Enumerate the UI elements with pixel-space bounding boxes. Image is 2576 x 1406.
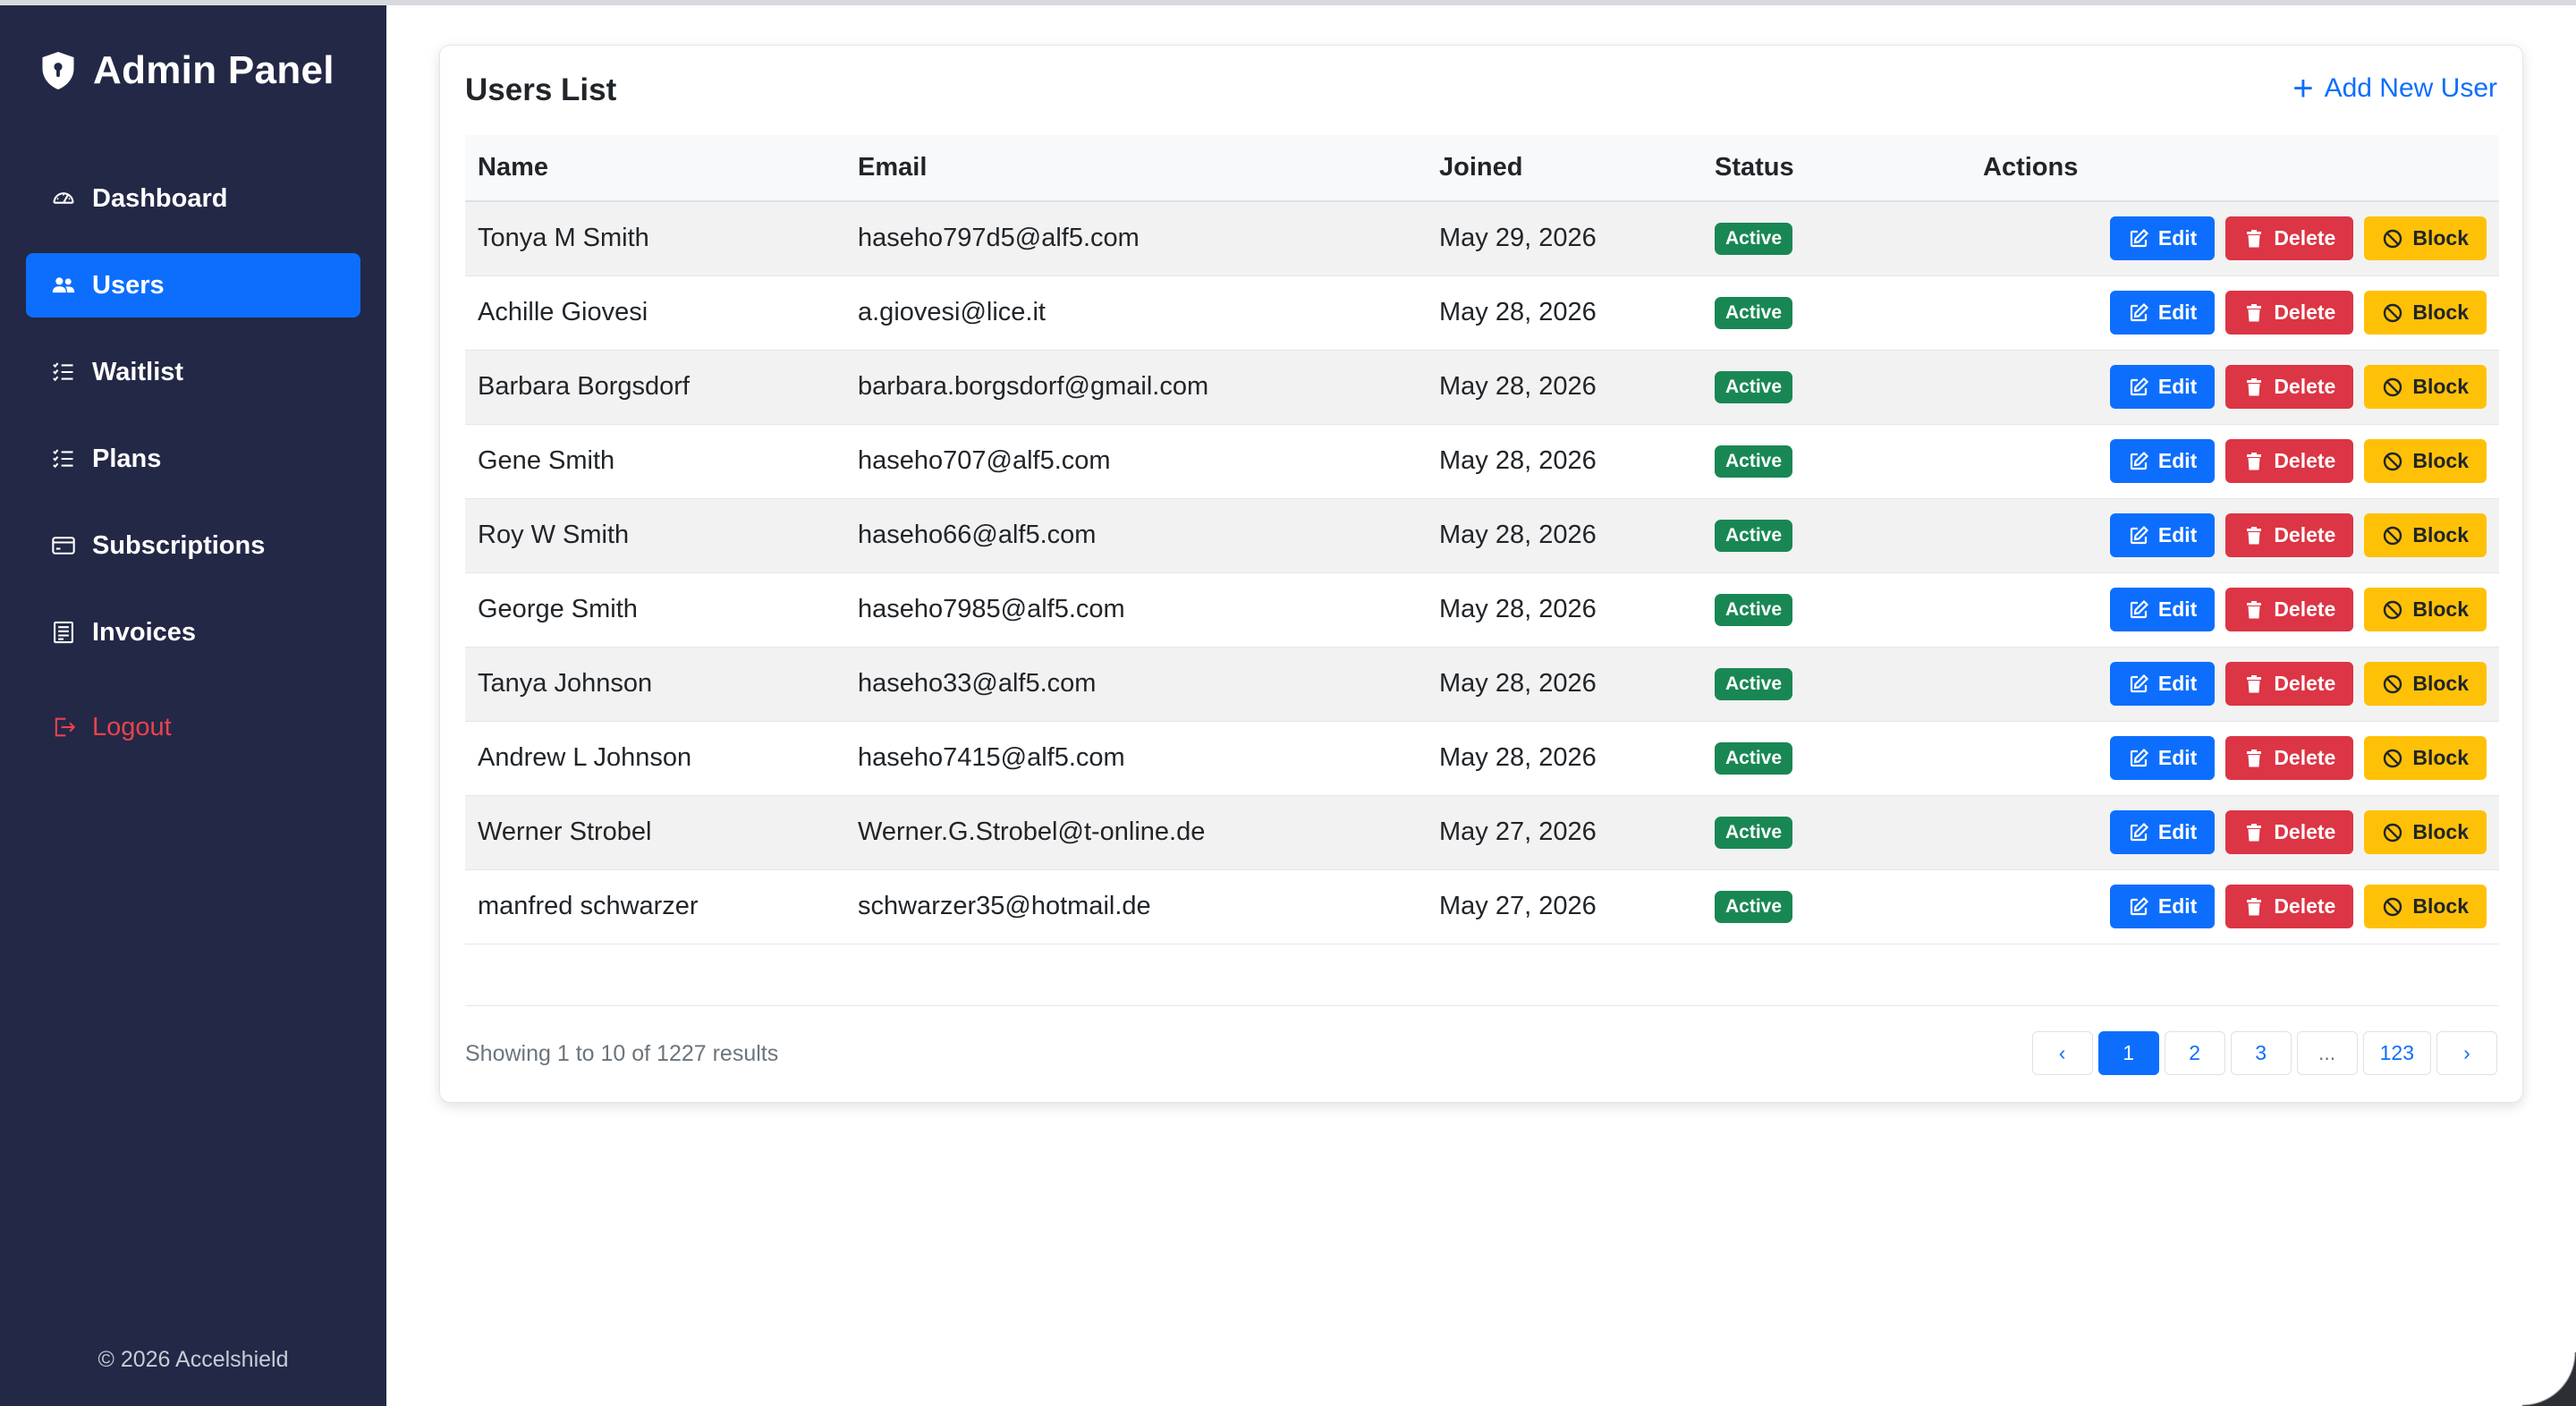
block-label: Block [2412, 226, 2469, 250]
table-row [465, 795, 2499, 869]
status-badge: Active [1715, 668, 1792, 700]
edit-icon [2128, 896, 2149, 918]
edit-button[interactable] [2110, 588, 2215, 631]
table-row [465, 869, 2499, 944]
edit-label: Edit [2157, 375, 2198, 398]
block-button[interactable] [2364, 736, 2487, 780]
block-label: Block [2412, 449, 2469, 472]
edit-label: Edit [2157, 820, 2198, 843]
block-button[interactable] [2364, 588, 2487, 631]
block-label: Block [2412, 894, 2469, 918]
user-email: Werner.G.Strobel@t-online.de [845, 795, 1427, 869]
block-label: Block [2412, 523, 2469, 546]
status-cell [1702, 275, 1970, 350]
list-check-icon [51, 446, 76, 471]
delete-label: Delete [2274, 597, 2336, 621]
sidebar-item-label: Dashboard [92, 183, 228, 213]
pagination-ellipsis: ... [2297, 1031, 2358, 1075]
column-header-status: Status [1702, 135, 1970, 201]
actions-cell [1970, 647, 2499, 721]
column-header-actions: Actions [1970, 135, 2499, 201]
block-button[interactable] [2364, 439, 2487, 483]
status-cell [1702, 201, 1970, 275]
delete-button[interactable] [2225, 291, 2353, 335]
status-badge: Active [1715, 742, 1792, 775]
logout-link[interactable] [26, 695, 360, 759]
edit-button[interactable] [2110, 216, 2215, 260]
user-name: Andrew L Johnson [465, 721, 845, 795]
status-badge: Active [1715, 445, 1792, 478]
edit-icon [2128, 302, 2149, 324]
block-button[interactable] [2364, 885, 2487, 928]
block-button[interactable] [2364, 662, 2487, 706]
list-check-icon [51, 360, 76, 385]
user-email: haseho7415@alf5.com [845, 721, 1427, 795]
user-joined-date: May 28, 2026 [1427, 647, 1702, 721]
trash-icon [2243, 822, 2265, 843]
status-cell [1702, 424, 1970, 498]
user-email: barbara.borgsdorf@gmail.com [845, 350, 1427, 424]
pagination-page-last[interactable]: 123 [2363, 1031, 2431, 1075]
block-label: Block [2412, 746, 2469, 769]
column-header-joined: Joined [1427, 135, 1702, 201]
user-email: a.giovesi@lice.it [845, 275, 1427, 350]
add-new-user-button[interactable] [2292, 69, 2497, 108]
table-row [465, 201, 2499, 275]
table-body [465, 201, 2499, 944]
edit-label: Edit [2157, 301, 2198, 324]
people-icon [51, 273, 76, 298]
user-joined-date: May 27, 2026 [1427, 795, 1702, 869]
pagination-prev[interactable]: ‹ [2032, 1031, 2093, 1075]
user-email: haseho66@alf5.com [845, 498, 1427, 572]
trash-icon [2243, 525, 2265, 546]
table-row [465, 424, 2499, 498]
delete-button[interactable] [2225, 662, 2353, 706]
user-joined-date: May 28, 2026 [1427, 721, 1702, 795]
edit-icon [2128, 822, 2149, 843]
sidebar-item-label: Invoices [92, 617, 197, 647]
delete-button[interactable] [2225, 365, 2353, 409]
block-button[interactable] [2364, 365, 2487, 409]
block-icon [2382, 228, 2403, 250]
edit-label: Edit [2157, 523, 2198, 546]
block-button[interactable] [2364, 513, 2487, 557]
sidebar-item-plans[interactable] [26, 427, 360, 491]
delete-label: Delete [2274, 375, 2336, 398]
delete-label: Delete [2274, 672, 2336, 695]
sidebar-item-label: Subscriptions [92, 530, 266, 560]
status-badge: Active [1715, 520, 1792, 552]
user-email: schwarzer35@hotmail.de [845, 869, 1427, 944]
trash-icon [2243, 302, 2265, 324]
trash-icon [2243, 377, 2265, 398]
block-icon [2382, 377, 2403, 398]
delete-button[interactable] [2225, 588, 2353, 631]
window-corner [2522, 1352, 2576, 1406]
block-icon [2382, 673, 2403, 695]
status-badge: Active [1715, 297, 1792, 329]
edit-button[interactable] [2110, 885, 2215, 928]
user-email: haseho707@alf5.com [845, 424, 1427, 498]
divider [465, 1005, 2499, 1006]
user-name: Roy W Smith [465, 498, 845, 572]
brand-title: Admin Panel [93, 48, 335, 92]
block-label: Block [2412, 301, 2469, 324]
status-badge: Active [1715, 891, 1792, 923]
delete-label: Delete [2274, 301, 2336, 324]
user-joined-date: May 27, 2026 [1427, 869, 1702, 944]
table-row [465, 498, 2499, 572]
edit-label: Edit [2157, 226, 2198, 250]
users-table [465, 135, 2499, 944]
delete-button[interactable] [2225, 810, 2353, 854]
delete-button[interactable] [2225, 439, 2353, 483]
brand [39, 48, 335, 93]
sidebar-item-waitlist[interactable] [26, 340, 360, 404]
edit-icon [2128, 525, 2149, 546]
user-name: Tonya M Smith [465, 201, 845, 275]
table-row [465, 275, 2499, 350]
sidebar-item-users[interactable] [26, 253, 360, 318]
block-icon [2382, 302, 2403, 324]
user-name: George Smith [465, 572, 845, 647]
delete-label: Delete [2274, 523, 2336, 546]
actions-cell [1970, 275, 2499, 350]
sidebar-item-dashboard[interactable] [26, 166, 360, 231]
edit-icon [2128, 599, 2149, 621]
user-name: Gene Smith [465, 424, 845, 498]
user-email: haseho33@alf5.com [845, 647, 1427, 721]
status-badge: Active [1715, 817, 1792, 849]
edit-button[interactable] [2110, 291, 2215, 335]
sidebar-nav [26, 166, 360, 782]
block-button[interactable] [2364, 810, 2487, 854]
edit-label: Edit [2157, 597, 2198, 621]
block-icon [2382, 748, 2403, 769]
status-badge: Active [1715, 594, 1792, 626]
edit-icon [2128, 451, 2149, 472]
shield-lock-icon [39, 50, 77, 91]
block-icon [2382, 822, 2403, 843]
user-name: Werner Strobel [465, 795, 845, 869]
user-name: Achille Giovesi [465, 275, 845, 350]
user-joined-date: May 29, 2026 [1427, 201, 1702, 275]
actions-cell [1970, 498, 2499, 572]
table-row [465, 647, 2499, 721]
copyright-footer: © 2026 Accelshield [97, 1347, 289, 1372]
user-name: Barbara Borgsdorf [465, 350, 845, 424]
status-cell [1702, 350, 1970, 424]
edit-button[interactable] [2110, 365, 2215, 409]
delete-label: Delete [2274, 820, 2336, 843]
sidebar-item-label: Plans [92, 444, 162, 473]
sidebar-item-label: Users [92, 270, 165, 300]
user-joined-date: May 28, 2026 [1427, 424, 1702, 498]
trash-icon [2243, 673, 2265, 695]
edit-label: Edit [2157, 672, 2198, 695]
table-header-row [465, 135, 2499, 201]
status-cell [1702, 795, 1970, 869]
block-label: Block [2412, 597, 2469, 621]
edit-label: Edit [2157, 449, 2198, 472]
sidebar-item-invoices[interactable] [26, 600, 360, 665]
user-joined-date: May 28, 2026 [1427, 275, 1702, 350]
status-cell [1702, 647, 1970, 721]
status-cell [1702, 498, 1970, 572]
actions-cell [1970, 201, 2499, 275]
edit-button[interactable] [2110, 513, 2215, 557]
edit-icon [2128, 377, 2149, 398]
trash-icon [2243, 748, 2265, 769]
delete-button[interactable] [2225, 513, 2353, 557]
block-icon [2382, 896, 2403, 918]
sidebar [0, 5, 386, 1406]
column-header-email: Email [845, 135, 1427, 201]
delete-label: Delete [2274, 449, 2336, 472]
table-row [465, 350, 2499, 424]
edit-icon [2128, 228, 2149, 250]
block-icon [2382, 451, 2403, 472]
delete-button[interactable] [2225, 885, 2353, 928]
status-badge: Active [1715, 223, 1792, 255]
pagination-page-3[interactable]: 3 [2231, 1031, 2292, 1075]
pagination-next[interactable]: › [2436, 1031, 2497, 1075]
edit-button[interactable] [2110, 439, 2215, 483]
actions-cell [1970, 795, 2499, 869]
status-cell [1702, 721, 1970, 795]
trash-icon [2243, 599, 2265, 621]
block-icon [2382, 599, 2403, 621]
user-joined-date: May 28, 2026 [1427, 498, 1702, 572]
trash-icon [2243, 451, 2265, 472]
block-label: Block [2412, 672, 2469, 695]
table-row [465, 572, 2499, 647]
delete-button[interactable] [2225, 736, 2353, 780]
credit-card-icon [51, 533, 76, 558]
column-header-name: Name [465, 135, 845, 201]
plus-icon: + [2292, 69, 2314, 108]
add-new-user-label: Add New User [2324, 73, 2497, 103]
actions-cell [1970, 350, 2499, 424]
pagination-page-1[interactable]: 1 [2098, 1031, 2159, 1075]
user-joined-date: May 28, 2026 [1427, 572, 1702, 647]
block-button[interactable] [2364, 291, 2487, 335]
pagination [2032, 1031, 2497, 1075]
delete-label: Delete [2274, 226, 2336, 250]
page-title: Users List [465, 72, 617, 107]
window-top-border [0, 0, 2576, 5]
trash-icon [2243, 228, 2265, 250]
user-name: manfred schwarzer [465, 869, 845, 944]
status-cell [1702, 869, 1970, 944]
edit-label: Edit [2157, 746, 2198, 769]
table-row [465, 721, 2499, 795]
delete-label: Delete [2274, 746, 2336, 769]
logout-label: Logout [92, 712, 172, 741]
edit-button[interactable] [2110, 736, 2215, 780]
status-cell [1702, 572, 1970, 647]
delete-button[interactable] [2225, 216, 2353, 260]
user-email: haseho7985@alf5.com [845, 572, 1427, 647]
pagination-page-2[interactable]: 2 [2165, 1031, 2225, 1075]
user-name: Tanya Johnson [465, 647, 845, 721]
edit-button[interactable] [2110, 662, 2215, 706]
block-button[interactable] [2364, 216, 2487, 260]
speedometer-icon [51, 186, 76, 211]
edit-label: Edit [2157, 894, 2198, 918]
sidebar-item-subscriptions[interactable] [26, 513, 360, 578]
receipt-icon [51, 620, 76, 645]
actions-cell [1970, 721, 2499, 795]
actions-cell [1970, 869, 2499, 944]
edit-icon [2128, 748, 2149, 769]
results-summary: Showing 1 to 10 of 1227 results [465, 1041, 779, 1066]
delete-label: Delete [2274, 894, 2336, 918]
user-joined-date: May 28, 2026 [1427, 350, 1702, 424]
block-label: Block [2412, 375, 2469, 398]
block-icon [2382, 525, 2403, 546]
sidebar-item-label: Waitlist [92, 357, 184, 386]
edit-button[interactable] [2110, 810, 2215, 854]
block-label: Block [2412, 820, 2469, 843]
edit-icon [2128, 673, 2149, 695]
actions-cell [1970, 424, 2499, 498]
status-badge: Active [1715, 371, 1792, 403]
user-email: haseho797d5@alf5.com [845, 201, 1427, 275]
actions-cell [1970, 572, 2499, 647]
logout-icon [51, 715, 76, 740]
users-card [439, 45, 2523, 1103]
trash-icon [2243, 896, 2265, 918]
